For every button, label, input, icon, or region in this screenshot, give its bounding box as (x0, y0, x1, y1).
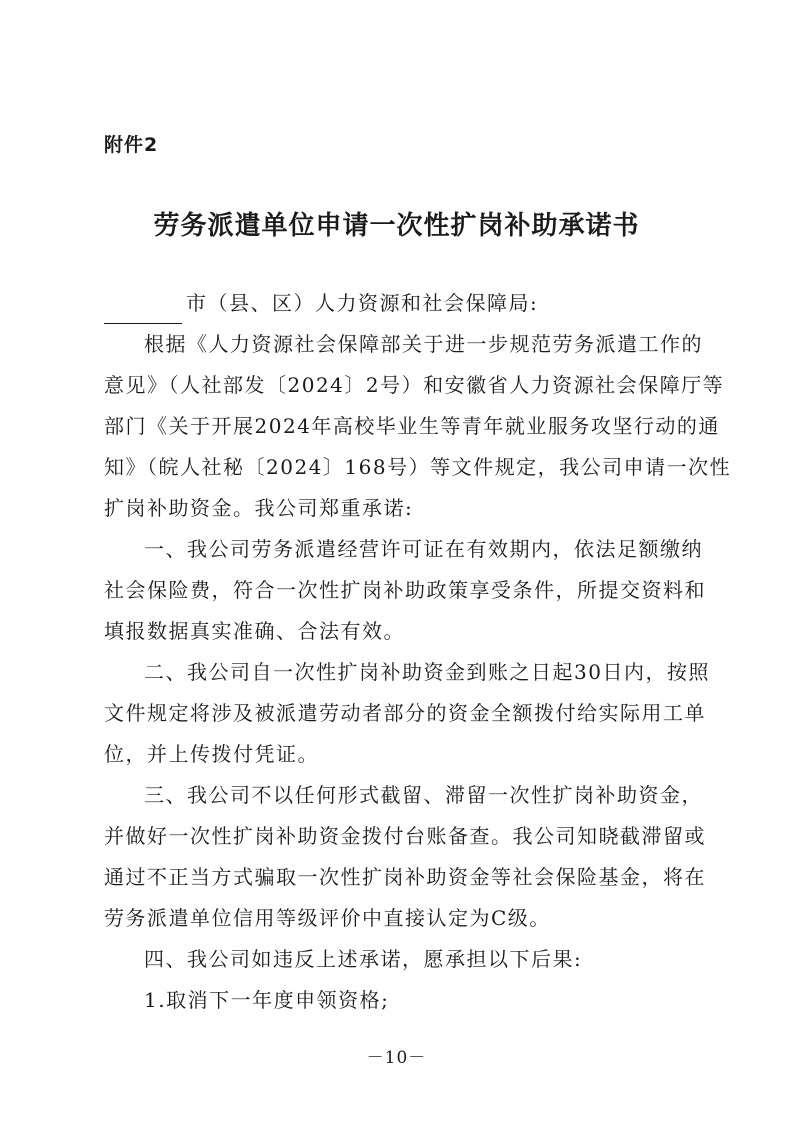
text-line: 扩岗补助资金。我公司郑重承诺: (104, 496, 414, 520)
paragraph-pledge-3 (104, 775, 704, 939)
page-number: －10－ (366, 1048, 427, 1068)
paragraph-intro (104, 324, 732, 529)
text-line: 劳务派遣单位信用等级评价中直接认定为C级。 (104, 906, 551, 930)
text-line: 1.取消下一年度申领资格; (144, 988, 390, 1012)
paragraph-pledge-4 (104, 939, 704, 980)
document-body (104, 283, 732, 1021)
text-line: 填报数据真实准确、合法有效。 (104, 619, 405, 643)
text-line: 二、我公司自一次性扩岗补助资金到账之日起30日内，按照 (144, 660, 710, 684)
text-line: 文件规定将涉及被派遣劳动者部分的资金全额拨付给实际用工单 (104, 701, 706, 725)
attachment-label: 附件2 (104, 134, 159, 156)
paragraph-pledge-2 (104, 652, 710, 775)
text-line: 通过不正当方式骗取一次性扩岗补助资金等社会保险基金，将在 (104, 865, 706, 889)
text-line: 部门《关于开展2024年高校毕业生等青年就业服务攻坚行动的通 (104, 414, 720, 438)
text-line: 根据《人力资源社会保障部关于进一步规范劳务派遣工作的 (144, 332, 703, 356)
fill-in-blank (104, 297, 182, 324)
text-line: 三、我公司不以任何形式截留、滞留一次性扩岗补助资金， (144, 783, 703, 807)
salutation-line (104, 283, 704, 324)
text-line: 四、我公司如违反上述承诺，愿承担以下后果: (144, 947, 583, 971)
text-line: 一、我公司劳务派遣经营许可证在有效期内，依法足额缴纳 (144, 537, 703, 561)
paragraph-pledge-1 (104, 529, 704, 652)
salutation-text: 市（县、区）人力资源和社会保障局: (186, 291, 539, 315)
text-line: 并做好一次性扩岗补助资金拨付台账备查。我公司知晓截滞留或 (104, 824, 706, 848)
text-line: 意见》（人社部发〔2024〕2号）和安徽省人力资源社会保障厅等 (104, 373, 725, 397)
text-line: 社会保险费，符合一次性扩岗补助政策享受条件，所提交资料和 (104, 578, 706, 602)
paragraph-consequence-1 (104, 980, 704, 1021)
document-title: 劳务派遣单位申请一次性扩岗补助承诺书 (153, 211, 640, 241)
text-line: 知》（皖人社秘〔2024〕168号）等文件规定，我公司申请一次性 (104, 455, 732, 479)
text-line: 位，并上传拨付凭证。 (104, 742, 319, 766)
